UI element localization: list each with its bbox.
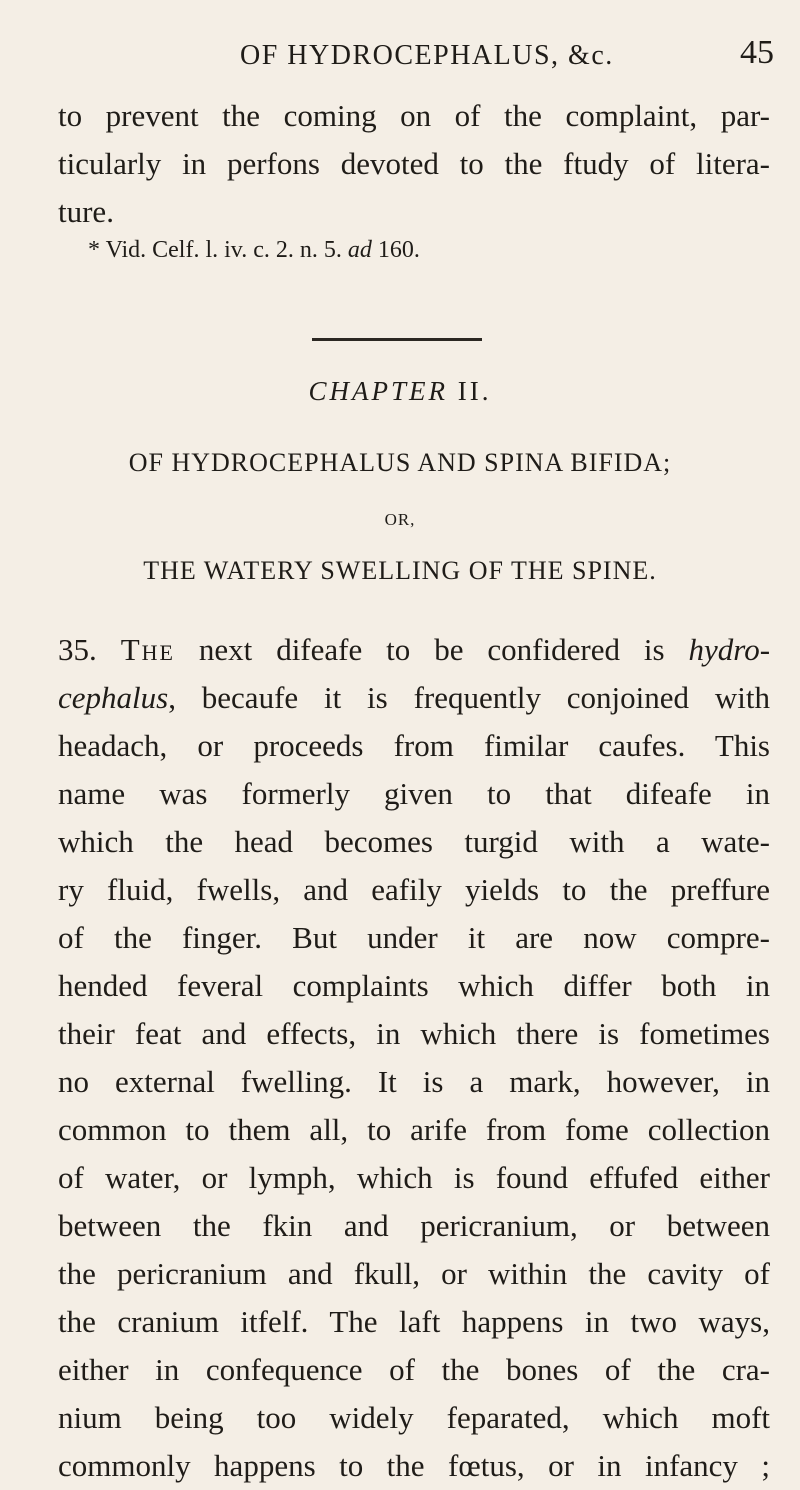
footnote-after: 160.: [377, 237, 420, 263]
paragraph-continuation: [58, 92, 770, 236]
footnote-text: * Vid. Celf. l. iv. c. 2. n. 5.: [88, 237, 342, 263]
text-line: of water, or lymph, which is found effufed either: [58, 1160, 770, 1195]
text-line: no external fwelling. It is a mark, however, in: [58, 1064, 770, 1099]
text-line: the cranium itfelf. The laft happens in two ways,: [58, 1304, 770, 1339]
text-fragment: , becaufe it is frequently conjoined with: [168, 680, 770, 715]
chapter-subtitle: THE WATERY SWELLING OF THE SPINE.: [143, 556, 657, 585]
text-line: common to them all, to arife from fome collection: [58, 1112, 770, 1147]
text-fragment: next difeafe to be confidered is: [198, 632, 665, 667]
text-line: ture.: [58, 194, 114, 229]
text-line: [58, 674, 770, 722]
running-head-title: OF HYDROCEPHALUS, &c.: [240, 40, 614, 71]
text-line: of the finger. But under it are now compre-: [58, 920, 770, 955]
text-line: between the fkin and pericranium, or between: [58, 1208, 770, 1243]
text-line: either in confequence of the bones of the cra-: [58, 1352, 770, 1387]
text-line: to prevent the coming on of the complaint, par-: [58, 98, 770, 133]
text-line: their feat and effects, in which there is fometimes: [58, 1016, 770, 1051]
section-divider: [312, 338, 482, 341]
footnote-italic: ad: [347, 237, 372, 263]
text-line: the pericranium and fkull, or within the cavity of: [58, 1256, 770, 1291]
chapter-heading: [0, 376, 800, 407]
text-line: name was formerly given to that difeafe in: [58, 776, 770, 811]
text-line: ticularly in perfons devoted to the ftudy of litera-: [58, 146, 770, 181]
paragraph-lead: The: [120, 632, 175, 667]
text-line: headach, or proceeds from fimilar caufes. This: [58, 728, 770, 763]
text-line: ry fluid, fwells, and eafily yields to the preffure: [58, 872, 770, 907]
paragraph-35: [58, 626, 770, 1490]
text-line: hended feveral complaints which differ both in: [58, 968, 770, 1003]
paragraph-number: 35.: [58, 632, 97, 667]
page-number: 45: [740, 34, 774, 71]
text-line: commonly happens to the fœtus, or in infancy ;: [58, 1448, 770, 1483]
chapter-title-or: OR,: [384, 510, 416, 529]
term-cephalus: cephalus: [58, 680, 169, 715]
text-line: nium being too widely feparated, which moft: [58, 1400, 770, 1435]
chapter-numeral: II.: [457, 376, 492, 406]
text-line: [58, 626, 770, 674]
text-line: which the head becomes turgid with a wate-: [58, 824, 770, 859]
term-hydro: hydro-: [688, 632, 771, 667]
footnote: [88, 237, 420, 264]
running-head: [0, 18, 800, 78]
chapter-word: CHAPTER: [308, 376, 448, 406]
chapter-title: OF HYDROCEPHALUS AND SPINA BIFIDA;: [128, 448, 672, 477]
